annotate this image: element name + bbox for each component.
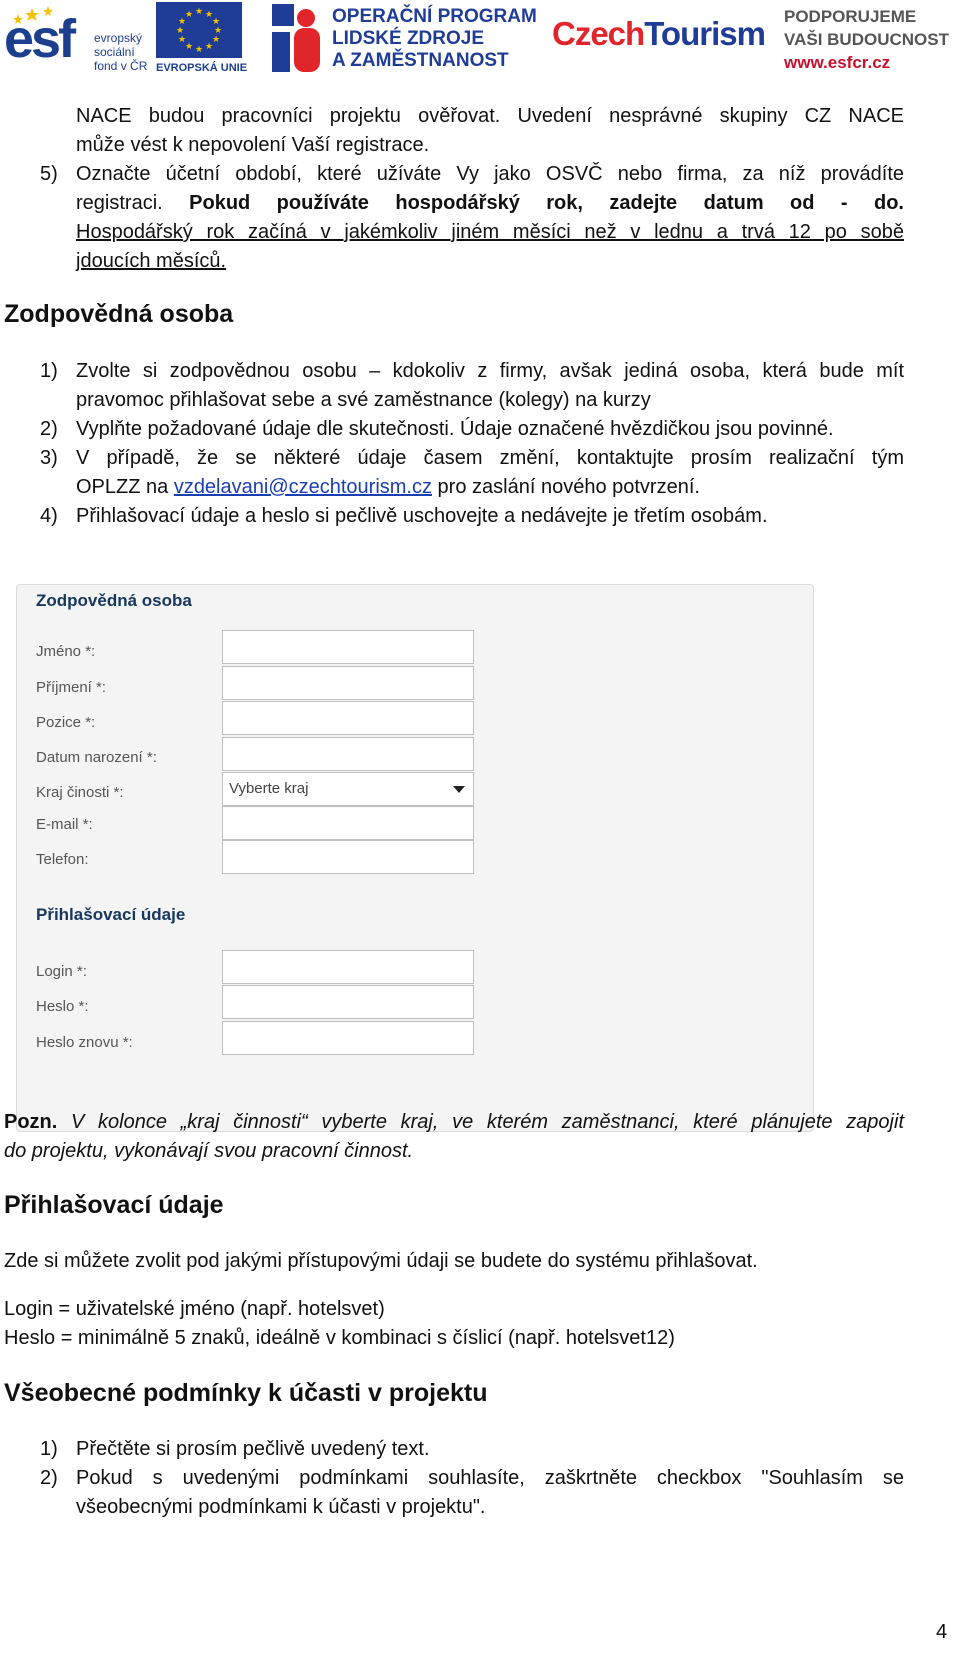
support-url: www.esfcr.cz <box>784 53 891 72</box>
op-title-line: OPERAČNÍ PROGRAM <box>332 6 537 27</box>
list-item-text: Přihlašovací údaje a heslo si pečlivě uschovejte a nedávejte je třetím osobám. <box>76 505 768 527</box>
svg-text:★: ★ <box>205 42 214 52</box>
list-item-text: Pokud s uvedenými podmínkami souhlasíte, zaškrtněte checkbox "Souhlasím se <box>76 1467 904 1489</box>
list-item-text: pravomoc přihlašovat sebe a své zaměstnance (kolegy) na kurzy <box>76 389 651 411</box>
last-name-input[interactable] <box>222 666 474 700</box>
list-number: 3) <box>40 447 58 469</box>
section-heading: Zodpovědná osoba <box>4 300 234 328</box>
list-item-text: všeobecnými podmínkami k účasti v projektu". <box>76 1496 486 1518</box>
czechtourism-logo-part: Czech <box>552 15 645 52</box>
svg-text:★: ★ <box>205 10 214 20</box>
list-number: 2) <box>40 418 58 440</box>
form-label: Jméno *: <box>36 643 96 660</box>
support-line: PODPORUJEME <box>784 7 917 26</box>
password-confirm-input[interactable] <box>222 1021 474 1055</box>
list-item-text: Označte účetní období, které užíváte Vy jako OSVČ nebo firma, za níž provádíte <box>76 163 904 185</box>
email-input[interactable] <box>222 806 474 840</box>
esf-logo <box>0 2 148 74</box>
esf-wordmark: esf <box>4 9 74 69</box>
note-label: Pozn. <box>4 1111 58 1133</box>
esf-sub-line: evropský <box>94 31 143 45</box>
paragraph: Heslo = minimálně 5 znaků, ideálně v kombinaci s číslicí (např. hotelsvet12) <box>4 1327 675 1349</box>
page-number: 4 <box>936 1621 948 1643</box>
list-item-text: V případě, že se některé údaje časem změní, kontaktujte prosím realizační tým <box>76 447 904 469</box>
password-input[interactable] <box>222 985 474 1019</box>
form-label: Heslo *: <box>36 998 89 1015</box>
op-title-line: A ZAMĚSTNANOST <box>332 50 509 71</box>
position-input[interactable] <box>222 701 474 735</box>
list-item-bold: Pokud používáte hospodářský rok, zadejte datum od - do. <box>189 192 904 214</box>
region-select-value: Vyberte kraj <box>229 780 309 797</box>
paragraph: Zde si můžete zvolit pod jakými přístupovými údaji se budete do systému přihlašovat. <box>4 1250 758 1272</box>
czechtourism-logo <box>552 16 765 52</box>
czechtourism-logo-part: Tourism <box>644 15 765 52</box>
svg-text:★: ★ <box>214 26 223 36</box>
list-number: 1) <box>40 1438 58 1460</box>
list-item-text: Zvolte si zodpovědnou osobu – kdokoliv z firmy, avšak jediná osoba, která bude mít <box>76 360 904 382</box>
note-line <box>4 1107 904 1137</box>
form-label: Pozice *: <box>36 714 96 731</box>
svg-text:★: ★ <box>178 35 187 45</box>
list-item-plain: pro zaslání nového potvrzení. <box>432 476 700 498</box>
list-item-plain: registraci. <box>76 192 163 214</box>
phone-input[interactable] <box>222 840 474 874</box>
svg-text:★: ★ <box>185 42 194 52</box>
note-line: do projektu, vykonávají svou pracovní činnost. <box>4 1140 414 1162</box>
form-section-title: Zodpovědná osoba <box>36 591 192 610</box>
oplzz-logo-icon <box>272 4 322 72</box>
list-item-text: Přečtěte si prosím pečlivě uvedený text. <box>76 1438 430 1460</box>
section-heading: Přihlašovací údaje <box>4 1191 224 1219</box>
chevron-down-icon <box>453 786 465 793</box>
list-item-text <box>76 188 904 218</box>
svg-text:★: ★ <box>195 7 204 17</box>
section-heading: Všeobecné podmínky k účasti v projektu <box>4 1379 488 1407</box>
list-item-plain: OPLZZ na <box>76 476 174 498</box>
form-section-title: Přihlašovací údaje <box>36 905 186 924</box>
email-link[interactable]: vzdelavani@czechtourism.cz <box>173 476 432 498</box>
list-item-underlined: jdoucích měsíců. <box>76 250 227 272</box>
form-label: Příjmení *: <box>36 679 107 696</box>
support-line: VAŠI BUDOUCNOST <box>784 30 949 49</box>
birth-date-input[interactable] <box>222 737 474 771</box>
list-number: 4) <box>40 505 58 527</box>
list-item-text: Vyplňte požadované údaje dle skutečnosti. Údaje označené hvězdičkou jsou povinné. <box>76 418 834 440</box>
list-item-text <box>76 472 700 502</box>
list-number: 2) <box>40 1467 58 1489</box>
form-label: Heslo znovu *: <box>36 1034 133 1051</box>
esf-sub-line: sociální <box>94 45 135 59</box>
list-number: 1) <box>40 360 58 382</box>
esf-sub-line: fond v ČR <box>94 59 148 73</box>
list-number: 5) <box>40 163 58 185</box>
svg-text:★: ★ <box>212 17 221 27</box>
intro-line: NACE budou pracovníci projektu ověřovat. Uvedení nesprávné skupiny CZ NACE <box>76 105 904 127</box>
paragraph: Login = uživatelské jméno (např. hotelsvet) <box>4 1298 385 1320</box>
note-text: V kolonce „kraj činnosti“ vyberte kraj, ve kterém zaměstnanci, které plánujete zapojit <box>57 1111 904 1133</box>
form-label: Kraj činosti *: <box>36 784 124 801</box>
eu-caption: EVROPSKÁ UNIE <box>156 62 248 74</box>
svg-text:★: ★ <box>212 35 221 45</box>
op-title-line: LIDSKÉ ZDROJE <box>332 28 485 49</box>
logo-header <box>0 0 960 76</box>
svg-text:★: ★ <box>178 17 187 27</box>
eu-flag-icon <box>156 2 242 58</box>
form-label: Datum narození *: <box>36 749 157 766</box>
first-name-input[interactable] <box>222 630 474 664</box>
login-input[interactable] <box>222 950 474 984</box>
list-item-underlined: Hospodářský rok začíná v jakémkoliv jiném měsíci než v lednu a trvá 12 po sobě <box>76 221 904 243</box>
svg-text:★: ★ <box>185 10 194 20</box>
svg-text:★: ★ <box>195 45 204 55</box>
svg-text:★: ★ <box>176 26 185 36</box>
form-label: Telefon: <box>36 851 89 868</box>
form-content <box>16 584 812 1130</box>
form-label: E-mail *: <box>36 816 93 833</box>
intro-line: může vést k nepovolení Vaší registrace. <box>76 134 430 156</box>
form-label: Login *: <box>36 963 87 980</box>
region-select[interactable] <box>222 772 474 806</box>
